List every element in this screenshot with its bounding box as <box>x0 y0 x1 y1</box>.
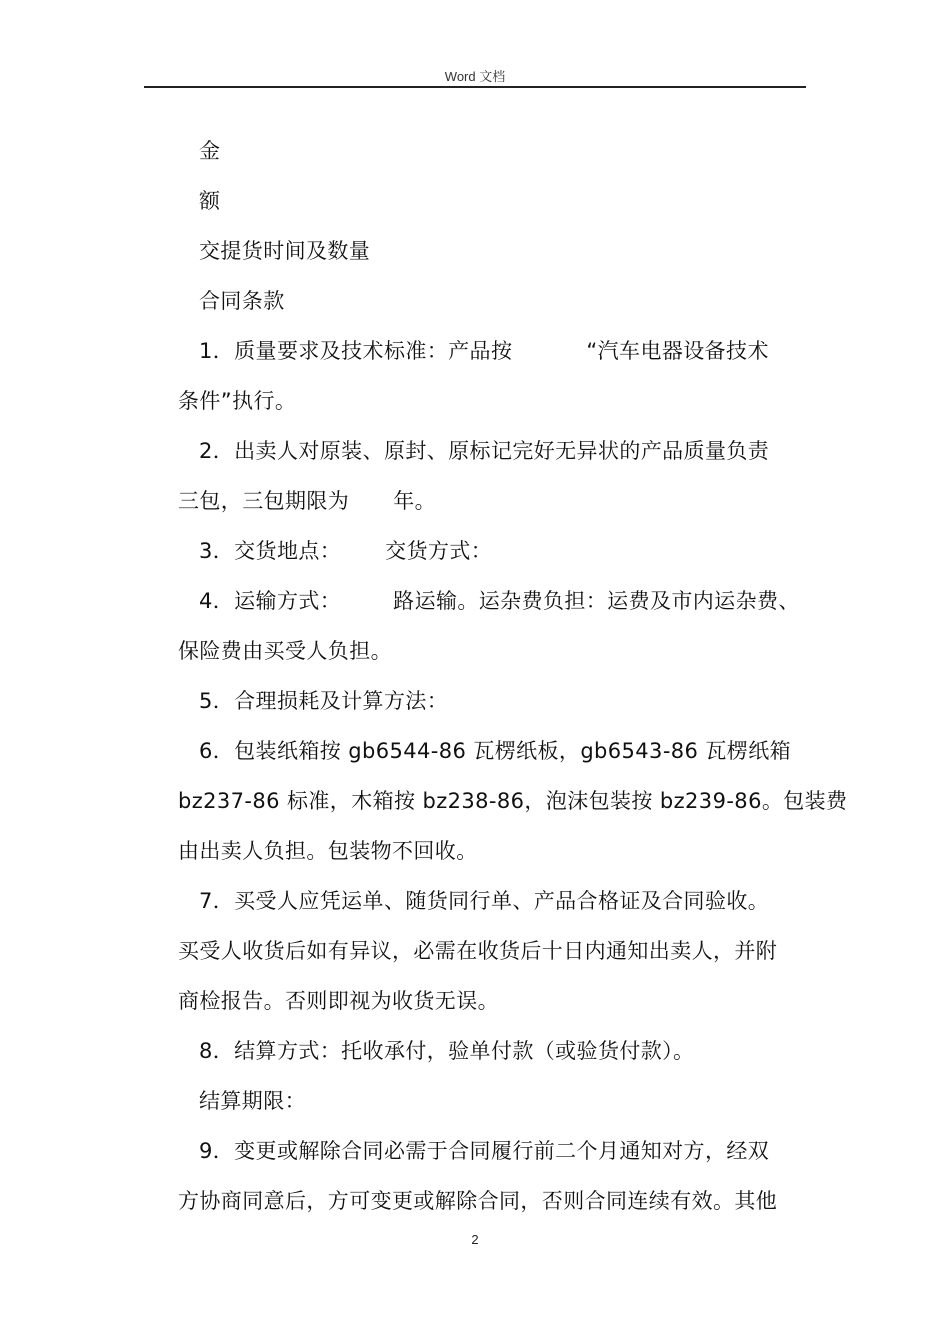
text-line: 条件”执行。 <box>178 389 297 413</box>
page-header: Word 文档 <box>444 69 506 84</box>
text-line: 金 <box>199 139 221 163</box>
text-line: 交提货时间及数量 <box>199 239 371 263</box>
warranty-text: 三包，三包期限为 <box>178 489 350 513</box>
text-line: 额 <box>199 189 221 213</box>
text-line: 保险费由买受人负担。 <box>178 639 392 663</box>
text-line <box>178 326 808 376</box>
delivery-place: 3．交货地点： <box>199 539 342 563</box>
clause-1-standard: “汽车电器设备技术 <box>586 339 769 363</box>
text-line: 买受人收货后如有异议，必需在收货后十日内通知出卖人，并附 <box>178 939 778 963</box>
page-number: 2 <box>471 1232 479 1247</box>
warranty-unit: 年。 <box>393 489 437 513</box>
text-line: 8．结算方式：托收承付，验单付款（或验货付款）。 <box>199 1039 695 1063</box>
text-line <box>178 576 808 626</box>
transport-method: 4．运输方式： <box>199 589 342 613</box>
text-line: 2．出卖人对原装、原封、原标记完好无异状的产品质量负责 <box>199 439 770 463</box>
text-line: 由出卖人负担。包装物不回收。 <box>178 839 478 863</box>
text-line: 9．变更或解除合同必需于合同履行前二个月通知对方，经双 <box>199 1139 770 1163</box>
text-line: 合同条款 <box>199 289 285 313</box>
text-line: 结算期限： <box>199 1089 306 1113</box>
text-line: 方协商同意后，方可变更或解除合同，否则合同连续有效。其他 <box>178 1189 778 1213</box>
document-body <box>178 126 848 1226</box>
text-line: 7．买受人应凭运单、随货同行单、产品合格证及合同验收。 <box>199 889 770 913</box>
clause-1-text: 1．质量要求及技术标准：产品按 <box>199 339 513 363</box>
text-line: 5．合理损耗及计算方法： <box>199 689 449 713</box>
text-line: bz237-86 标准，木箱按 bz238-86，泡沫包装按 bz239-86。包装费 <box>178 789 848 813</box>
text-line: 6．包装纸箱按 gb6544-86 瓦楞纸板，gb6543-86 瓦楞纸箱 <box>199 739 791 763</box>
text-line: 商检报告。否则即视为收货无误。 <box>178 989 499 1013</box>
transport-cost: 路运输。运杂费负担：运费及市内运杂费、 <box>393 589 800 613</box>
delivery-method: 交货方式： <box>385 539 493 563</box>
text-line <box>178 526 808 576</box>
text-line <box>178 476 808 526</box>
header-divider <box>144 86 806 88</box>
